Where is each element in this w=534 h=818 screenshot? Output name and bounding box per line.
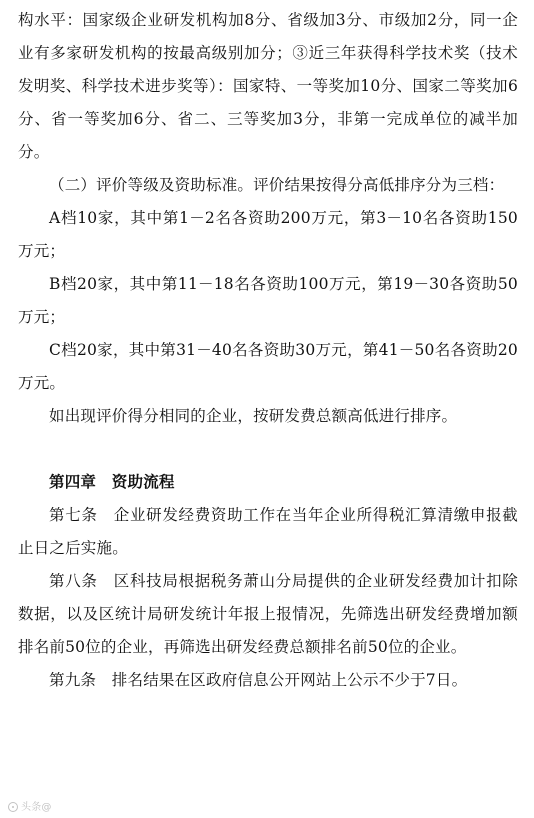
paragraph-evaluation-grades: （二）评价等级及资助标准。评价结果按得分高低排序分为三档： [49,176,505,194]
paragraph-grade-b: B档20家，其中第11－18名各资助100万元，第19－30各资助50万元； [18,275,518,326]
article-8: 第八条 区科技局根据税务萧山分局提供的企业研发经费加计扣除数据，以及区统计局研发统计年报上报情况，先筛选出研发经费增加额排名前50位的企业，再筛选出研发经费总额排名前50位的企业。 [18,572,518,656]
watermark [8,802,52,814]
section-spacer [18,433,518,466]
article-7: 第七条 企业研发经费资助工作在当年企业所得税汇算清缴申报截止日之后实施。 [18,506,518,557]
paragraph-grade-c: C档20家，其中第31－40名各资助30万元，第41－50名各资助20万元。 [18,341,518,392]
paragraph-tie-break-rule: 如出现评价得分相同的企业，按研发费总额高低进行排序。 [49,407,458,425]
chapter-heading: 第四章 资助流程 [49,473,175,491]
watermark-text: 头条@ [21,802,52,813]
article-9: 第九条 排名结果在区政府信息公开网站上公示不少于7日。 [49,671,468,689]
paragraph-research-institution-scoring: 构水平：国家级企业研发机构加8分、省级加3分、市级加2分，同一企业有多家研发机构的按最高级别加分；③近三年获得科学技术奖（技术发明奖、科学技术进步奖等）：国家特、一等奖加10分、国家二等奖加6分、省一等奖加6分、省二、三等奖加3分，非第一完成单位的减半加分。 [18,11,518,161]
watermark-logo-icon [8,802,18,812]
paragraph-grade-a: A档10家，其中第1－2名各资助200万元，第3－10名各资助150万元； [18,209,518,260]
document-body [18,4,518,697]
